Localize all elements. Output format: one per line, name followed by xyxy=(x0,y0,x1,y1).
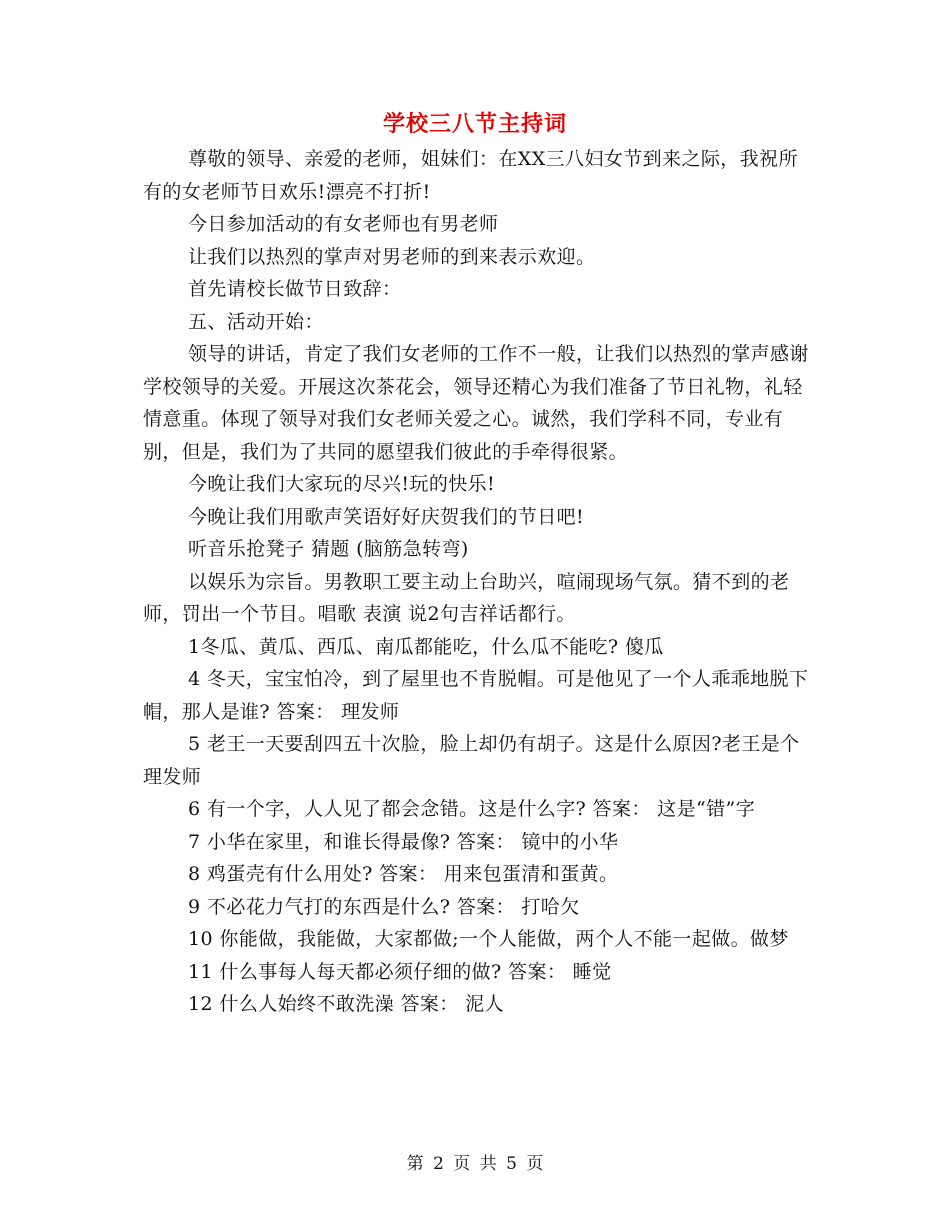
paragraph: 1冬瓜、黄瓜、西瓜、南瓜都能吃，什么瓜不能吃? 傻瓜 xyxy=(188,635,664,658)
paragraph: 5 老王一天要刮四五十次脸，脸上却仍有胡子。这是什么原因?老王是个理发师 xyxy=(143,733,800,788)
paragraph: 首先请校长做节日致辞： xyxy=(188,278,402,300)
paragraph: 让我们以热烈的掌声对男老师的到来表示欢迎。 xyxy=(188,245,596,268)
paragraph: 12 什么人始终不敢洗澡 答案： 泥人 xyxy=(188,993,504,1015)
paragraph: 领导的讲话，肯定了我们女老师的工作不一般，让我们以热烈的掌声感谢学校领导的关爱。开展这次茶花会，领导还精心为我们准备了节日礼物，礼轻情意重。体现了领导对我们女老师关爱之心。诚然，我们学科不同，专业有别，但是，我们为了共同的愿望我们彼此的手牵得很紧。 xyxy=(143,343,809,463)
paragraph: 8 鸡蛋壳有什么用处? 答案： 用来包蛋清和蛋黄。 xyxy=(188,863,619,885)
paragraph: 尊敬的领导、亲爱的老师，姐妹们：在XX三八妇女节到来之际，我祝所有的女老师节日欢乐!漂亮不打折! xyxy=(143,148,798,203)
document-title: 学校三八节主持词 xyxy=(382,111,567,137)
document-body xyxy=(143,143,815,1021)
paragraph: 6 有一个字，人人见了都会念错。这是什么字? 答案： 这是“错”字 xyxy=(188,798,756,820)
paragraph: 今晚让我们大家玩的尽兴!玩的快乐! xyxy=(188,473,496,495)
paragraph: 9 不必花力气打的东西是什么? 答案： 打哈欠 xyxy=(188,895,580,918)
paragraph: 今晚让我们用歌声笑语好好庆贺我们的节日吧! xyxy=(188,505,585,528)
paragraph: 4 冬天，宝宝怕冷，到了屋里也不肯脱帽。可是他见了一个人乖乖地脱下帽，那人是谁? 答案： 理发师 xyxy=(143,668,809,723)
page-number-footer: 第 2 页 共 5 页 xyxy=(406,1154,544,1174)
paragraph: 今日参加活动的有女老师也有男老师 xyxy=(188,213,499,235)
paragraph: 10 你能做，我能做，大家都做;一个人能做，两个人不能一起做。做梦 xyxy=(188,928,789,950)
paragraph: 听音乐抢凳子 猜题 (脑筋急转弯) xyxy=(188,538,469,560)
paragraph: 以娱乐为宗旨。男教职工要主动上台助兴，喧闹现场气氛。猜不到的老师，罚出一个节目。唱歌 表演 说2句吉祥话都行。 xyxy=(143,570,790,625)
paragraph: 11 什么事每人每天都必须仔细的做? 答案： 睡觉 xyxy=(188,960,612,983)
paragraph: 7 小华在家里，和谁长得最像? 答案： 镜中的小华 xyxy=(188,830,619,853)
paragraph: 五、活动开始： xyxy=(188,310,324,333)
